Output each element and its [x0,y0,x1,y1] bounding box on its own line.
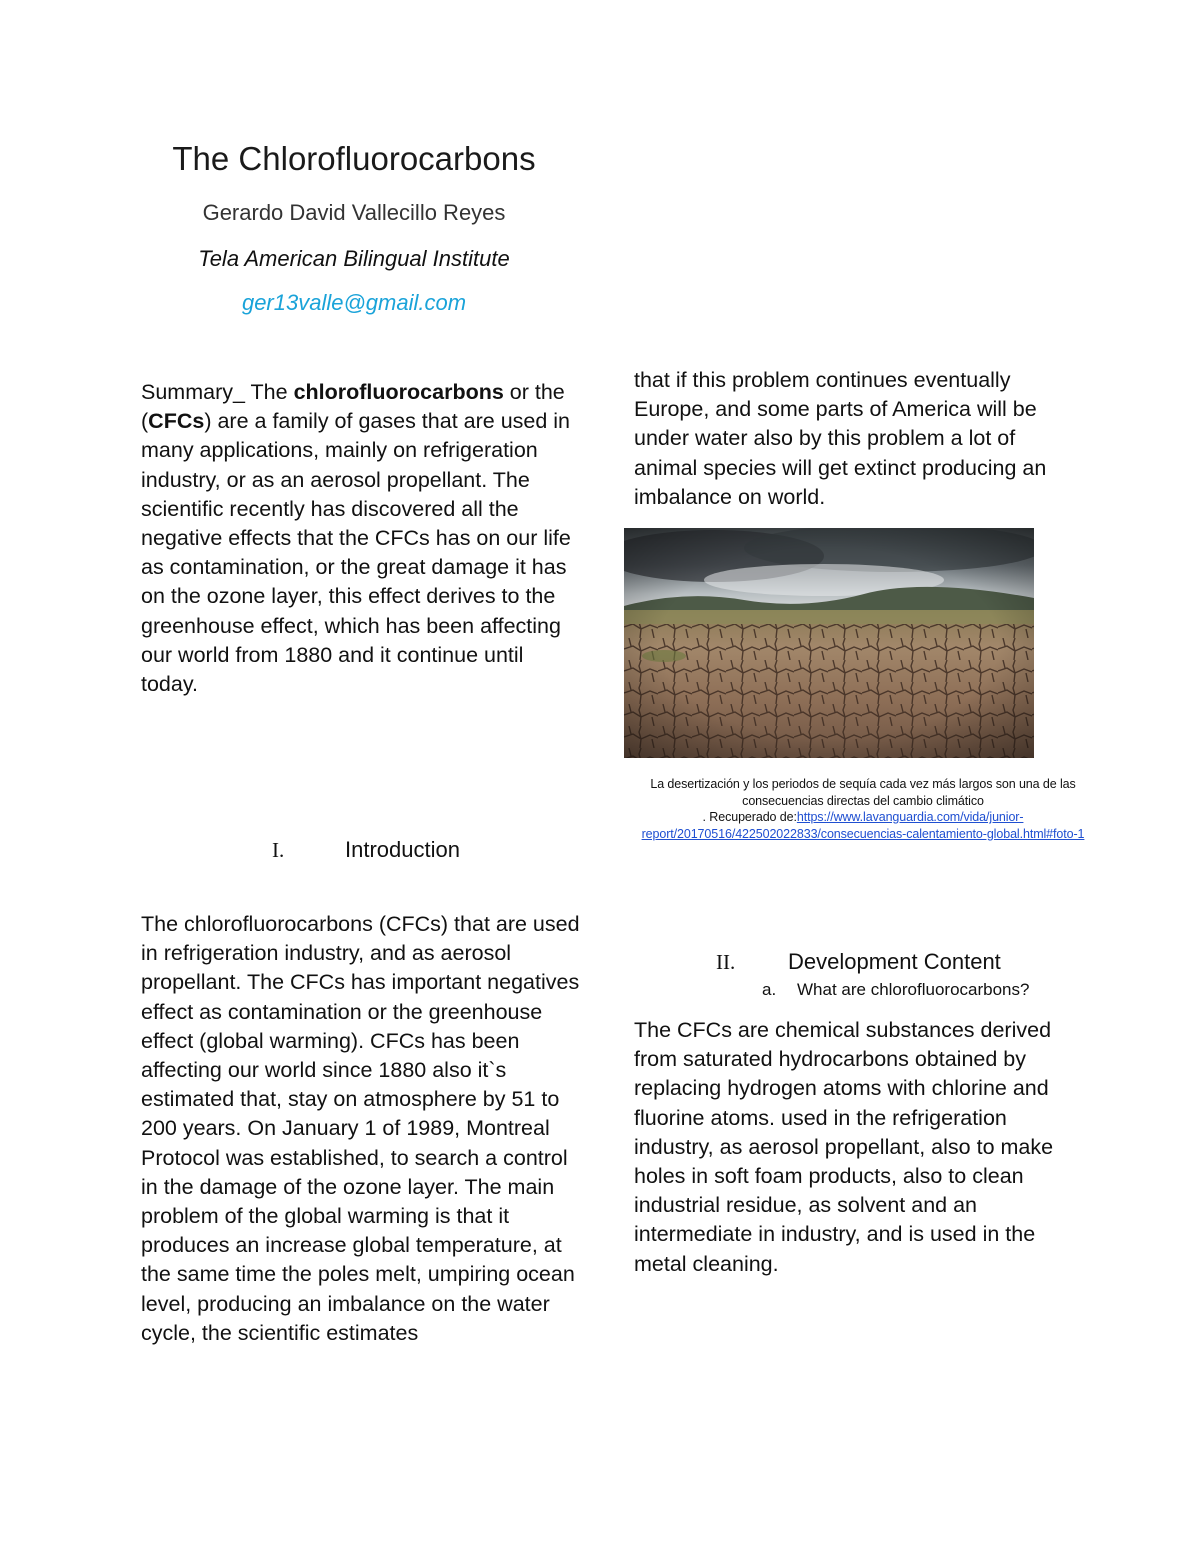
development-numeral: II. [716,950,736,974]
caption-source-link[interactable]: https://www.lavanguardia.com/vida/junior-report/20170516/422502022833/consecuencias-calentamiento-global.html#foto-1 [641,810,1085,841]
caption-prefix: . Recuperado de: [702,810,797,824]
intro-paragraph: The chlorofluorocarbons (CFCs) that are used in refrigeration industry, and as aerosol propellant. The CFCs has important negatives effect as contamination or the greenhouse effect (global warming). CFCs has been affecting our world since 1880 also it`s estimated that, stay on atmosphere by 51 to 200 years. On January 1 of 1989, Montreal Protocol was established, to search a control in the damage of the ozone layer. The main problem of the global warming is that it produces an increase global temperature, at the same time the poles melt, umpiring ocean level, producing an imbalance on the water cycle, the scientific estimates [141,912,580,1345]
intro-continuation-paragraph: that if this problem continues eventually Europe, and some parts of America will be under water also by this problem a lot of animal species will get extinct producing an imbalance on world. [634,368,1047,509]
author-name: Gerardo David Vallecillo Reyes [202,200,506,225]
summary-paragraph [141,378,571,699]
summary-rest: ) are a family of gases that are used in many applications, mainly on refrigeration industry, or as an aerosol propellant. The scientific recently has discovered all the negative effects that the CFCs has on our life as contamination, or the great damage it has on the ozone layer, this effect derives to the greenhouse effect, which has been affecting our world from 1880 and it continue until today. [141,409,571,697]
figure-caption [622,776,1104,842]
author-email-link[interactable]: ger13valle@gmail.com [241,290,467,315]
summary-mid: or the ( [141,380,565,434]
intro-numeral: I. [272,838,285,862]
document-title: The Chlorofluorocarbons [172,140,536,177]
institute-name: Tela American Bilingual Institute [198,246,510,271]
caption-text: La desertización y los periodos de sequía cada vez más largos son una de las consecuencias directas del cambio climático [650,777,1076,808]
caption-source [622,809,1104,842]
subheading-marker: a. [762,980,777,999]
intro-heading: Introduction [345,837,460,862]
summary-term-cfc-full: chlorofluorocarbons [293,380,504,404]
subheading-what-are-cfcs: What are chlorofluorocarbons? [797,980,1030,999]
drought-photo [624,528,1034,758]
summary-lead: Summary_ The [141,380,294,404]
development-paragraph: The CFCs are chemical substances derived from saturated hydrocarbons obtained by replacing hydrogen atoms with chlorine and fluorine atoms. used in the refrigeration industry, as aerosol propellant, also to make holes in soft foam products, also to clean industrial residue, as solvent and an intermediate in industry, and is used in the metal cleaning. [634,1018,1054,1276]
summary-term-cfcs: CFCs [148,409,205,434]
development-heading: Development Content [788,949,1001,974]
